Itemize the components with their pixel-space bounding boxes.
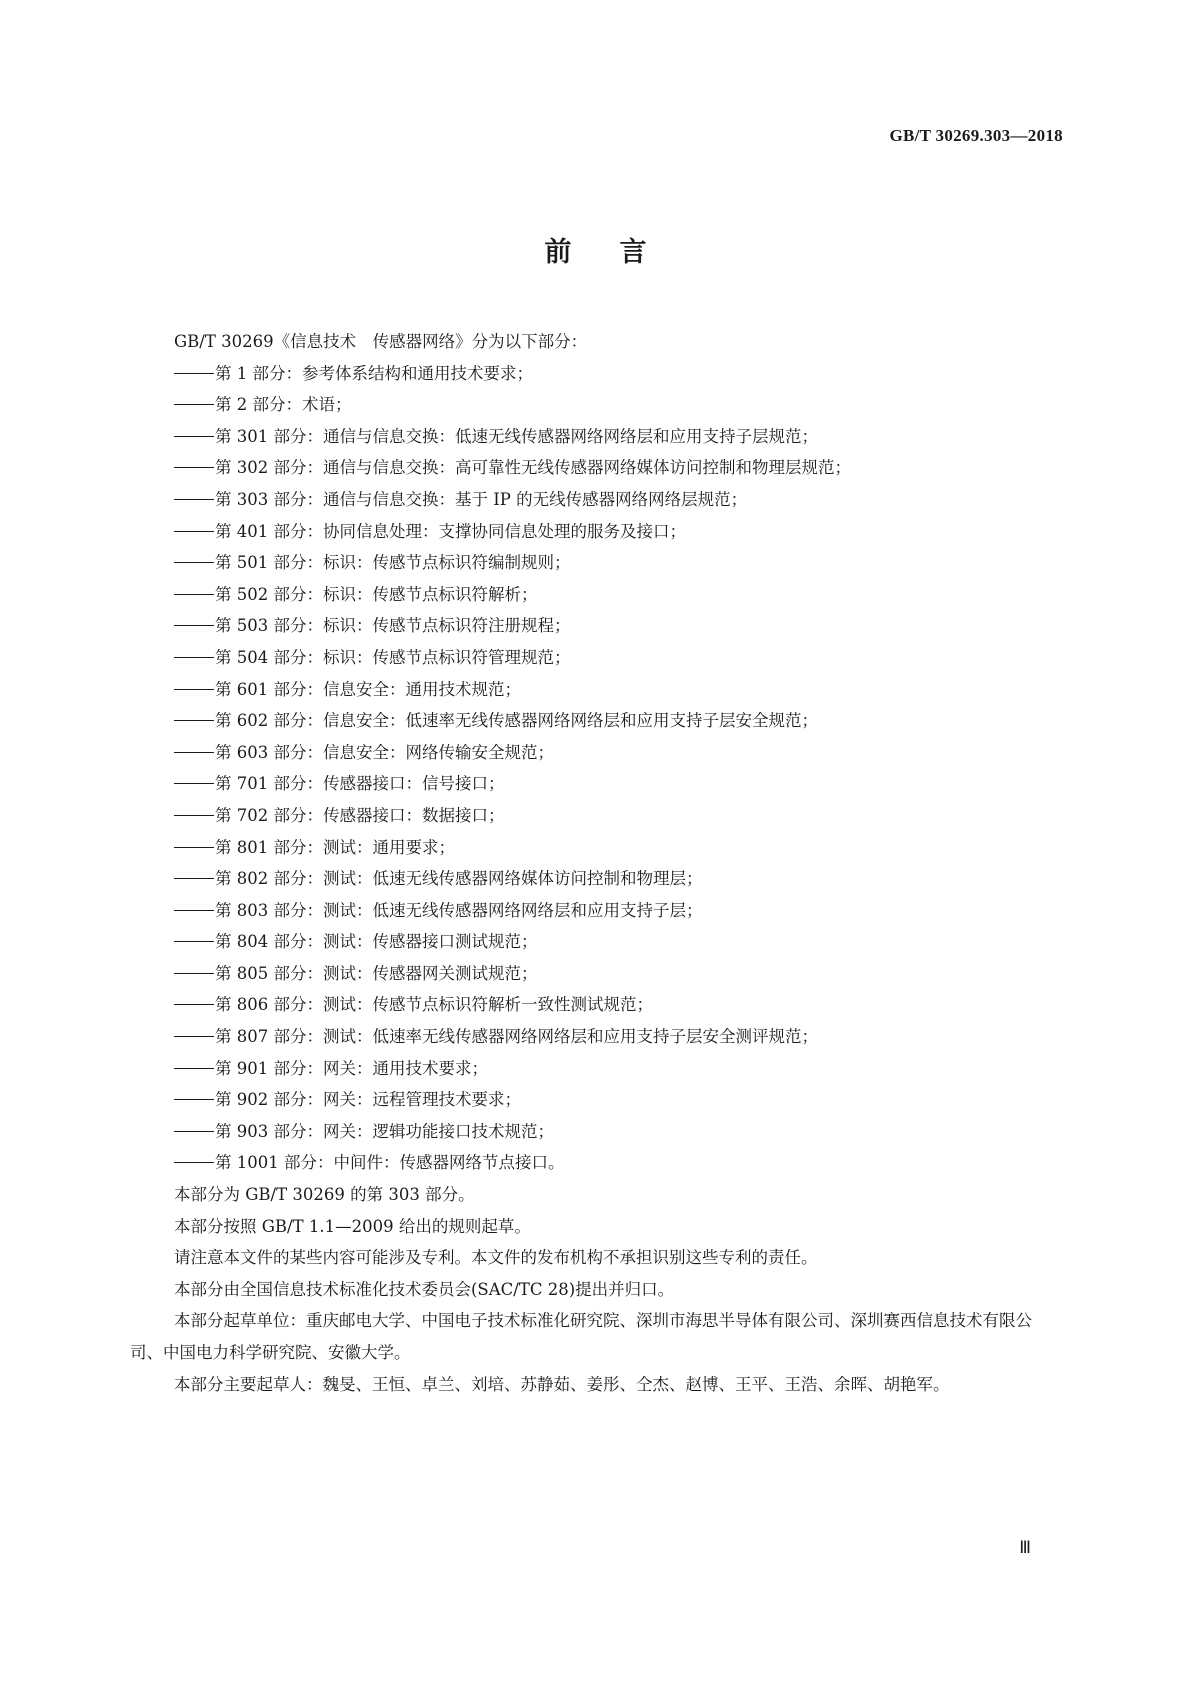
em-dash — [174, 404, 214, 405]
em-dash — [174, 1004, 214, 1005]
list-item-text: 第 2 部分：术语； — [215, 395, 352, 415]
em-dash — [174, 815, 214, 816]
list-item-text: 第 902 部分：网关：远程管理技术要求； — [215, 1090, 521, 1110]
em-dash — [174, 878, 214, 879]
list-item-text: 第 301 部分：通信与信息交换：低速无线传感器网络网络层和应用支持子层规范； — [215, 426, 818, 446]
list-item-text: 第 801 部分：测试：通用要求； — [215, 837, 455, 857]
em-dash — [174, 720, 214, 721]
em-dash — [174, 1131, 214, 1132]
list-item — [130, 1147, 1063, 1179]
list-item-text: 第 401 部分：协同信息处理：支撑协同信息处理的服务及接口； — [215, 521, 686, 541]
preface-body — [130, 326, 1063, 1400]
em-dash — [174, 657, 214, 658]
list-item — [130, 958, 1063, 990]
list-item — [130, 452, 1063, 484]
paragraph-patent-notice: 请注意本文件的某些内容可能涉及专利。本文件的发布机构不承担识别这些专利的责任。 — [174, 1248, 818, 1268]
intro-line: GB/T 30269《信息技术 传感器网络》分为以下部分： — [174, 332, 588, 351]
list-item-text: 第 803 部分：测试：低速无线传感器网络网络层和应用支持子层； — [215, 900, 703, 920]
em-dash — [174, 973, 214, 974]
em-dash — [174, 847, 214, 848]
em-dash — [174, 941, 214, 942]
list-item — [130, 610, 1063, 642]
list-item — [130, 642, 1063, 674]
list-item-text: 第 804 部分：测试：传感器接口测试规范； — [215, 932, 538, 952]
parts-list — [130, 358, 1063, 1179]
list-item — [130, 547, 1063, 579]
list-item-text: 第 805 部分：测试：传感器网关测试规范； — [215, 963, 538, 983]
list-item-text: 第 903 部分：网关：逻辑功能接口技术规范； — [215, 1121, 554, 1141]
list-item — [130, 737, 1063, 769]
em-dash — [174, 689, 214, 690]
list-item-text: 第 1 部分：参考体系结构和通用技术要求； — [215, 363, 533, 383]
em-dash — [174, 562, 214, 563]
em-dash — [174, 467, 214, 468]
list-item — [130, 768, 1063, 800]
paragraph-drafting-units: 本部分起草单位：重庆邮电大学、中国电子技术标准化研究院、深圳市海思半导体有限公司、深圳赛西信息技术有限公司、中国电力科学研究院、安徽大学。 — [130, 1311, 1032, 1362]
list-item — [130, 1021, 1063, 1053]
list-item-text: 第 602 部分：信息安全：低速率无线传感器网络网络层和应用支持子层安全规范； — [215, 711, 818, 731]
list-item — [130, 895, 1063, 927]
em-dash — [174, 373, 214, 374]
list-item-text: 第 807 部分：测试：低速率无线传感器网络网络层和应用支持子层安全测评规范； — [215, 1027, 818, 1047]
em-dash — [174, 1099, 214, 1100]
list-item — [130, 800, 1063, 832]
list-item — [130, 516, 1063, 548]
em-dash — [174, 436, 214, 437]
list-item-text: 第 702 部分：传感器接口：数据接口； — [215, 805, 505, 825]
paragraph-drafting-rules: 本部分按照 GB/T 1.1—2009 给出的规则起草。 — [174, 1216, 531, 1236]
page-number: Ⅲ — [1019, 1538, 1031, 1557]
em-dash — [174, 783, 214, 784]
list-item — [130, 389, 1063, 421]
list-item-text: 第 302 部分：通信与信息交换：高可靠性无线传感器网络媒体访问控制和物理层规范； — [215, 458, 851, 478]
list-item — [130, 579, 1063, 611]
list-item — [130, 1084, 1063, 1116]
document-number: GB/T 30269.303—2018 — [889, 126, 1063, 145]
list-item — [130, 421, 1063, 453]
paragraph-part-number: 本部分为 GB/T 30269 的第 303 部分。 — [174, 1185, 475, 1205]
list-item-text: 第 901 部分：网关：通用技术要求； — [215, 1058, 488, 1078]
page-title — [0, 230, 1191, 269]
list-item — [130, 832, 1063, 864]
em-dash — [174, 1036, 214, 1037]
list-item-text: 第 501 部分：标识：传感节点标识符编制规则； — [215, 553, 571, 573]
list-item — [130, 358, 1063, 390]
em-dash — [174, 752, 214, 753]
list-item — [130, 674, 1063, 706]
list-item-text: 第 603 部分：信息安全：网络传输安全规范； — [215, 742, 554, 762]
em-dash — [174, 625, 214, 626]
list-item-text: 第 802 部分：测试：低速无线传感器网络媒体访问控制和物理层； — [215, 869, 703, 889]
list-item — [130, 1053, 1063, 1085]
paragraph-proposer: 本部分由全国信息技术标准化技术委员会(SAC/TC 28)提出并归口。 — [174, 1279, 675, 1299]
list-item — [130, 926, 1063, 958]
list-item — [130, 989, 1063, 1021]
list-item-text: 第 701 部分：传感器接口：信号接口； — [215, 774, 505, 794]
list-item-text: 第 504 部分：标识：传感节点标识符管理规范； — [215, 647, 571, 667]
em-dash — [174, 910, 214, 911]
list-item-text: 第 601 部分：信息安全：通用技术规范； — [215, 679, 521, 699]
em-dash — [174, 1162, 214, 1163]
title-char-1: 前 — [544, 237, 572, 268]
paragraph-drafters: 本部分主要起草人：魏旻、王恒、卓兰、刘培、苏静茹、姜彤、仝杰、赵博、王平、王浩、余晖、胡艳军。 — [174, 1374, 950, 1394]
em-dash — [174, 1068, 214, 1069]
list-item — [130, 484, 1063, 516]
list-item — [130, 1116, 1063, 1148]
title-char-2: 言 — [619, 237, 647, 268]
list-item-text: 第 503 部分：标识：传感节点标识符注册规程； — [215, 616, 571, 636]
list-item — [130, 705, 1063, 737]
em-dash — [174, 531, 214, 532]
list-item — [130, 863, 1063, 895]
list-item-text: 第 303 部分：通信与信息交换：基于 IP 的无线传感器网络网络层规范； — [215, 489, 748, 509]
em-dash — [174, 594, 214, 595]
list-item-text: 第 502 部分：标识：传感节点标识符解析； — [215, 584, 538, 604]
list-item-text: 第 806 部分：测试：传感节点标识符解析一致性测试规范； — [215, 995, 653, 1015]
list-item-text: 第 1001 部分：中间件：传感器网络节点接口。 — [215, 1153, 565, 1173]
em-dash — [174, 499, 214, 500]
